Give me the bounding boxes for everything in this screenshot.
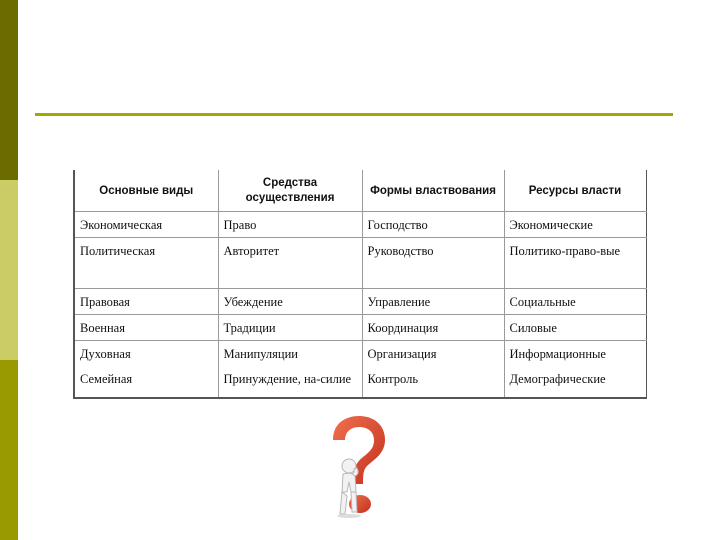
header-cell: Ресурсы власти (504, 171, 646, 212)
table-cell: Правовая (74, 289, 218, 315)
cell-line: Контроль (367, 372, 419, 386)
cell-line: Манипуляции (223, 347, 298, 361)
table-cell (74, 341, 218, 399)
title-underline (35, 113, 673, 116)
table-cell: Силовые (504, 315, 646, 341)
question-mark-person-icon (327, 414, 387, 522)
table-row (74, 238, 646, 289)
cell-line: Духовная (80, 347, 131, 361)
table-row (74, 315, 646, 341)
table-cell: Экономическая (74, 212, 218, 238)
figure-shadow (337, 514, 361, 518)
header-cell: Основные виды (74, 171, 218, 212)
table-row (74, 212, 646, 238)
table-cell: Право (218, 212, 362, 238)
cell-line: Организация (367, 347, 437, 361)
table-cell (362, 341, 504, 399)
table-cell: Убеждение (218, 289, 362, 315)
cell-line: Демографические (509, 372, 606, 386)
table-cell: Управление (362, 289, 504, 315)
table-cell: Руководство (362, 238, 504, 289)
table-cell (504, 341, 646, 399)
header-cell: Средства осуществления (218, 171, 362, 212)
table-header-row (74, 171, 646, 212)
side-band-bottom (0, 360, 18, 540)
table-cell: Координация (362, 315, 504, 341)
cell-line: Семейная (80, 372, 133, 386)
cell-line: Принуждение, на-силие (223, 372, 352, 386)
power-types-table (73, 170, 647, 399)
side-band-middle (0, 180, 18, 360)
table-row (74, 341, 646, 399)
question-hook-shape (333, 416, 385, 484)
table-cell: Политико-право-вые (504, 238, 646, 289)
table-cell: Социальные (504, 289, 646, 315)
table-cell: Авторитет (218, 238, 362, 289)
table-cell: Политическая (74, 238, 218, 289)
cell-line: Информационные (509, 347, 606, 361)
table-cell: Военная (74, 315, 218, 341)
table-cell: Традиции (218, 315, 362, 341)
side-band-top (0, 0, 18, 180)
question-mark-person-graphic (327, 414, 387, 522)
table-cell: Экономические (504, 212, 646, 238)
table-cell: Господство (362, 212, 504, 238)
figure-body (340, 459, 358, 514)
header-cell: Формы властвования (362, 171, 504, 212)
table-cell (218, 341, 362, 399)
table-row (74, 289, 646, 315)
